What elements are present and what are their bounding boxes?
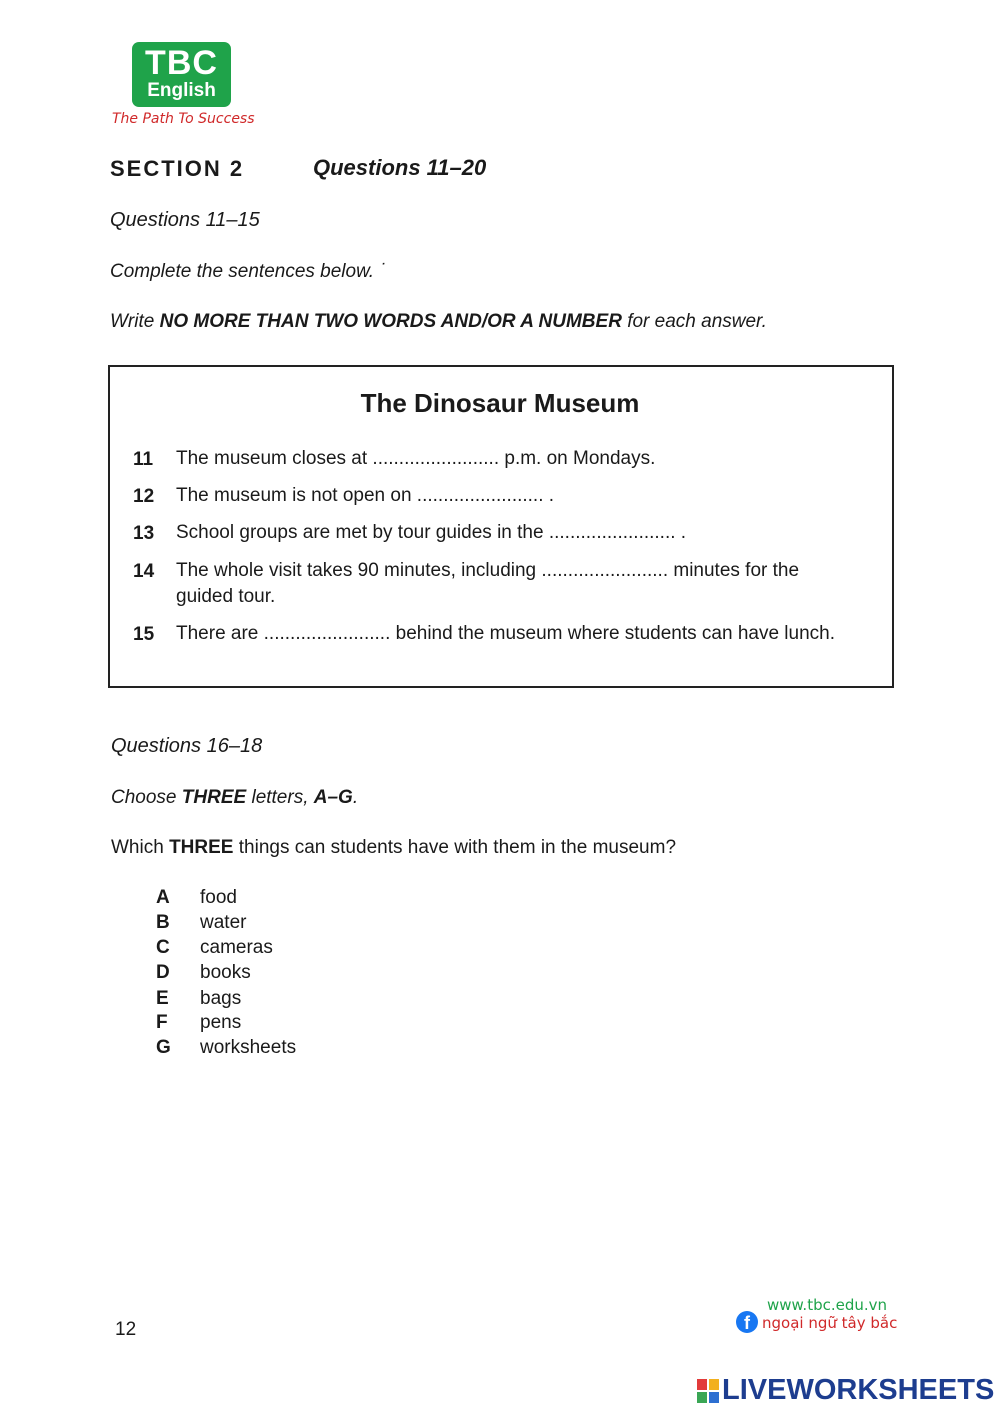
option-text: pens [200,1012,242,1033]
instruction-choose [111,787,358,809]
q-bold: THREE [169,837,234,858]
section-label: SECTION 2 [110,156,245,181]
facebook-page-name[interactable]: ngoại ngữ tây bắc [762,1314,898,1332]
liveworksheets-watermark: LIVEWORKSHEETS [722,1374,995,1406]
logo [132,42,231,107]
multiple-choice-question [111,837,676,859]
option-letter: E [156,988,169,1009]
page-number: 12 [115,1319,137,1340]
question-number: 15 [133,624,155,645]
question-number: 14 [133,561,155,582]
instr-pre: Choose [111,787,182,808]
question-text: The museum closes at ........................ p.m. on Mondays. [176,448,656,469]
questions-16-18-heading: Questions 16–18 [111,735,263,757]
option-letter: G [156,1037,171,1058]
limit-pre: Write [110,311,160,332]
q-post: things can students have with them in the museum? [233,837,677,858]
question-number: 13 [133,523,155,544]
q-pre: Which [111,837,170,858]
question-text: School groups are met by tour guides in the ........................ . [176,522,687,543]
instruction-word-limit [110,311,767,333]
instr-bold-three: THREE [181,787,247,808]
question-text: The whole visit takes 90 minutes, including ........................ minutes for the guided tour. [176,560,800,607]
website-url[interactable]: www.tbc.edu.vn [767,1296,888,1314]
question-number: 11 [133,449,154,470]
instruction-complete: Complete the sentences below. ˙ [110,261,386,282]
option-letter: C [156,937,170,958]
option-letter: F [156,1012,168,1033]
option-letter: D [156,962,170,983]
section-range: Questions 11–20 [313,155,487,180]
questions-11-15-heading: Questions 11–15 [110,209,260,231]
option-text: cameras [200,937,273,958]
option-text: books [200,962,251,983]
option-letter: A [156,887,170,908]
question-number: 12 [133,486,155,507]
facebook-icon: f [736,1311,758,1333]
limit-post: for each answer. [621,311,767,332]
instr-post: . [352,787,359,808]
question-text: There are ........................ behind the museum where students can have lunch. [176,623,836,644]
option-text: food [200,887,237,908]
limit-bold: NO MORE THAN TWO WORDS AND/OR A NUMBER [159,311,622,332]
option-letter: B [156,912,170,933]
logo-sub: English [147,80,216,101]
box-title: The Dinosaur Museum [360,388,640,418]
instr-bold-range: A–G [313,787,353,808]
logo-brand: TBC [145,44,218,82]
liveworksheets-icon [697,1379,719,1403]
option-text: worksheets [200,1037,297,1058]
option-text: bags [200,988,242,1009]
instr-mid: letters, [246,787,314,808]
logo-tagline: The Path To Success [112,111,255,127]
question-text: The museum is not open on ........................ . [176,485,555,506]
option-text: water [200,912,247,933]
